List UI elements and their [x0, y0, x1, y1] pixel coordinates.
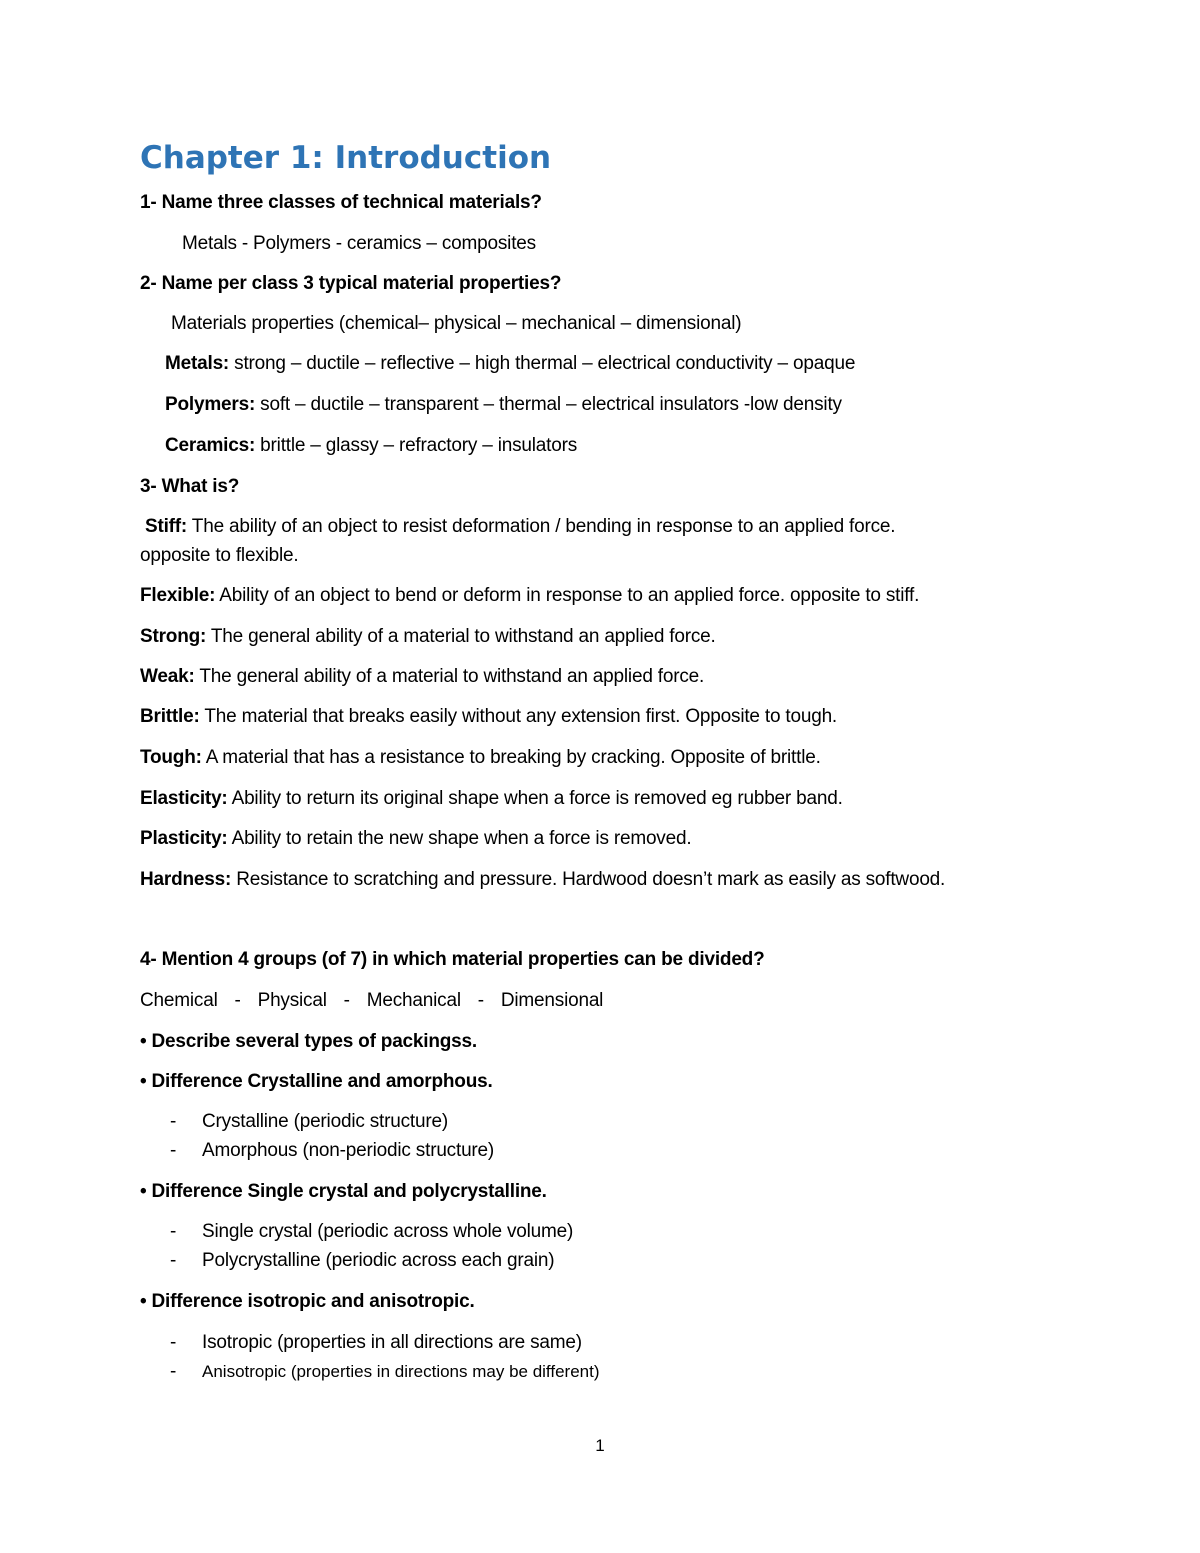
list-item: Crystalline (periodic structure) — [202, 1111, 448, 1132]
group-separator: - — [477, 990, 484, 1011]
definition-term: Stiff: — [145, 516, 188, 537]
list-dash: - — [170, 1111, 177, 1132]
bullet-crystalline-amorphous: • Difference Crystalline and amorphous. — [140, 1071, 493, 1092]
class-term: Metals: — [165, 353, 230, 374]
list-item: Polycrystalline (periodic across each grain) — [202, 1250, 555, 1271]
bullet-isotropic-anisotropic: • Difference isotropic and anisotropic. — [140, 1291, 475, 1312]
page-title: Chapter 1: Introduction — [140, 140, 552, 176]
answer-2-intro: Materials properties (chemical– physical – mechanical – dimensional) — [171, 313, 742, 334]
group-item: Chemical — [140, 990, 218, 1011]
definition-strong — [140, 625, 716, 649]
bullet-packings: • Describe several types of packingss. — [140, 1031, 477, 1052]
list-dash: - — [170, 1361, 177, 1382]
definition-text: Ability to return its original shape when a force is removed eg rubber band. — [227, 788, 843, 809]
definition-term: Brittle: — [140, 706, 200, 727]
page-number: 1 — [595, 1436, 605, 1455]
definition-brittle — [140, 705, 837, 729]
definition-text: Resistance to scratching and pressure. Hardwood doesn’t mark as easily as softwood. — [231, 869, 946, 890]
definition-term: Weak: — [140, 666, 195, 687]
definition-elasticity — [140, 787, 843, 811]
definition-term: Strong: — [140, 626, 207, 647]
definition-flexible — [140, 584, 919, 608]
class-polymers — [165, 393, 842, 417]
definition-text: Ability of an object to bend or deform in response to an applied force. opposite to stiff. — [215, 585, 920, 606]
definition-stiff-continued: opposite to flexible. — [140, 545, 299, 566]
definition-text: The ability of an object to resist deformation / bending in response to an applied force. — [187, 516, 896, 537]
definition-text: Ability to retain the new shape when a force is removed. — [227, 828, 692, 849]
definition-weak — [140, 665, 704, 689]
groups-list — [140, 989, 603, 1013]
definition-term: Elasticity: — [140, 788, 228, 809]
question-3: 3- What is? — [140, 476, 240, 497]
group-item: Mechanical — [366, 990, 461, 1011]
definition-tough — [140, 746, 821, 770]
definition-term: Hardness: — [140, 869, 232, 890]
question-2: 2- Name per class 3 typical material properties? — [140, 273, 562, 294]
question-1: 1- Name three classes of technical materials? — [140, 192, 542, 213]
definition-term: Plasticity: — [140, 828, 228, 849]
definition-hardness — [140, 868, 945, 892]
list-dash: - — [170, 1332, 177, 1353]
group-separator: - — [343, 990, 350, 1011]
class-ceramics — [165, 434, 577, 458]
definition-plasticity — [140, 827, 691, 851]
list-item: Isotropic (properties in all directions are same) — [202, 1332, 582, 1353]
group-separator: - — [234, 990, 241, 1011]
answer-1: Metals - Polymers - ceramics – composites — [182, 233, 536, 254]
list-item: Anisotropic (properties in directions may be different) — [202, 1362, 600, 1381]
list-dash: - — [170, 1221, 177, 1242]
class-metals — [165, 352, 855, 376]
list-dash: - — [170, 1140, 177, 1161]
list-dash: - — [170, 1250, 177, 1271]
definition-term: Flexible: — [140, 585, 216, 606]
definition-text: The general ability of a material to withstand an applied force. — [194, 666, 705, 687]
class-term: Polymers: — [165, 394, 256, 415]
definition-text: The general ability of a material to withstand an applied force. — [206, 626, 716, 647]
list-item: Amorphous (non-periodic structure) — [202, 1140, 495, 1161]
definition-stiff — [145, 515, 895, 539]
class-text: strong – ductile – reflective – high thermal – electrical conductivity – opaque — [229, 353, 856, 374]
group-item: Dimensional — [500, 990, 604, 1011]
class-text: brittle – glassy – refractory – insulators — [255, 435, 578, 456]
question-4: 4- Mention 4 groups (of 7) in which material properties can be divided? — [140, 949, 765, 970]
group-item: Physical — [257, 990, 327, 1011]
list-item: Single crystal (periodic across whole volume) — [202, 1221, 574, 1242]
class-term: Ceramics: — [165, 435, 256, 456]
bullet-single-polycrystalline: • Difference Single crystal and polycrystalline. — [140, 1181, 547, 1202]
definition-text: A material that has a resistance to breaking by cracking. Opposite of brittle. — [201, 747, 821, 768]
class-text: soft – ductile – transparent – thermal – electrical insulators -low density — [255, 394, 842, 415]
definition-term: Tough: — [140, 747, 202, 768]
definition-text: The material that breaks easily without any extension first. Opposite to tough. — [199, 706, 838, 727]
